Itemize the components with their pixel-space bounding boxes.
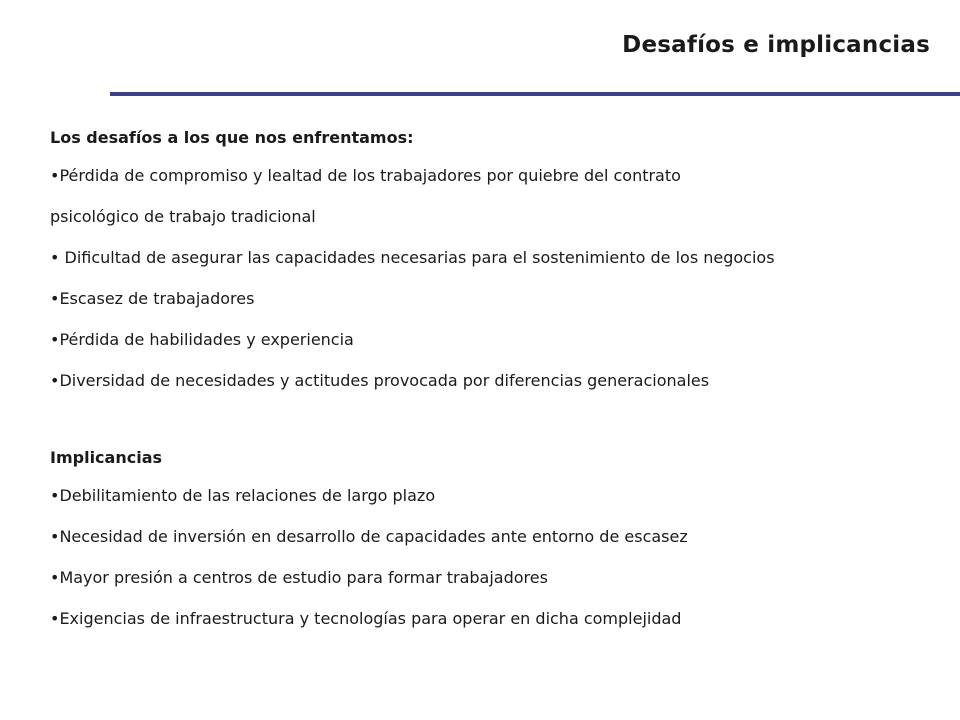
challenge-item-continuation: psicológico de trabajo tradicional bbox=[50, 207, 316, 226]
implication-item: •Mayor presión a centros de estudio para formar trabajadores bbox=[50, 568, 548, 587]
slide-content bbox=[50, 128, 930, 629]
implication-item: •Debilitamiento de las relaciones de largo plazo bbox=[50, 486, 436, 505]
challenge-item: •Diversidad de necesidades y actitudes provocada por diferencias generacionales bbox=[50, 371, 710, 390]
title-underline bbox=[110, 92, 960, 96]
challenge-item: •Escasez de trabajadores bbox=[50, 289, 255, 308]
challenge-item: •Pérdida de compromiso y lealtad de los trabajadores por quiebre del contrato bbox=[50, 166, 681, 185]
challenge-item: •Pérdida de habilidades y experiencia bbox=[50, 330, 354, 349]
challenge-item: • Dificultad de asegurar las capacidades necesarias para el sostenimiento de los negocios bbox=[50, 248, 775, 267]
slide-title: Desafíos e implicancias bbox=[622, 32, 930, 58]
implication-item: •Exigencias de infraestructura y tecnologías para operar en dicha complejidad bbox=[50, 609, 682, 628]
implications-heading: Implicancias bbox=[50, 448, 163, 467]
implication-item: •Necesidad de inversión en desarrollo de capacidades ante entorno de escasez bbox=[50, 527, 688, 546]
challenges-heading: Los desafíos a los que nos enfrentamos: bbox=[50, 128, 414, 147]
